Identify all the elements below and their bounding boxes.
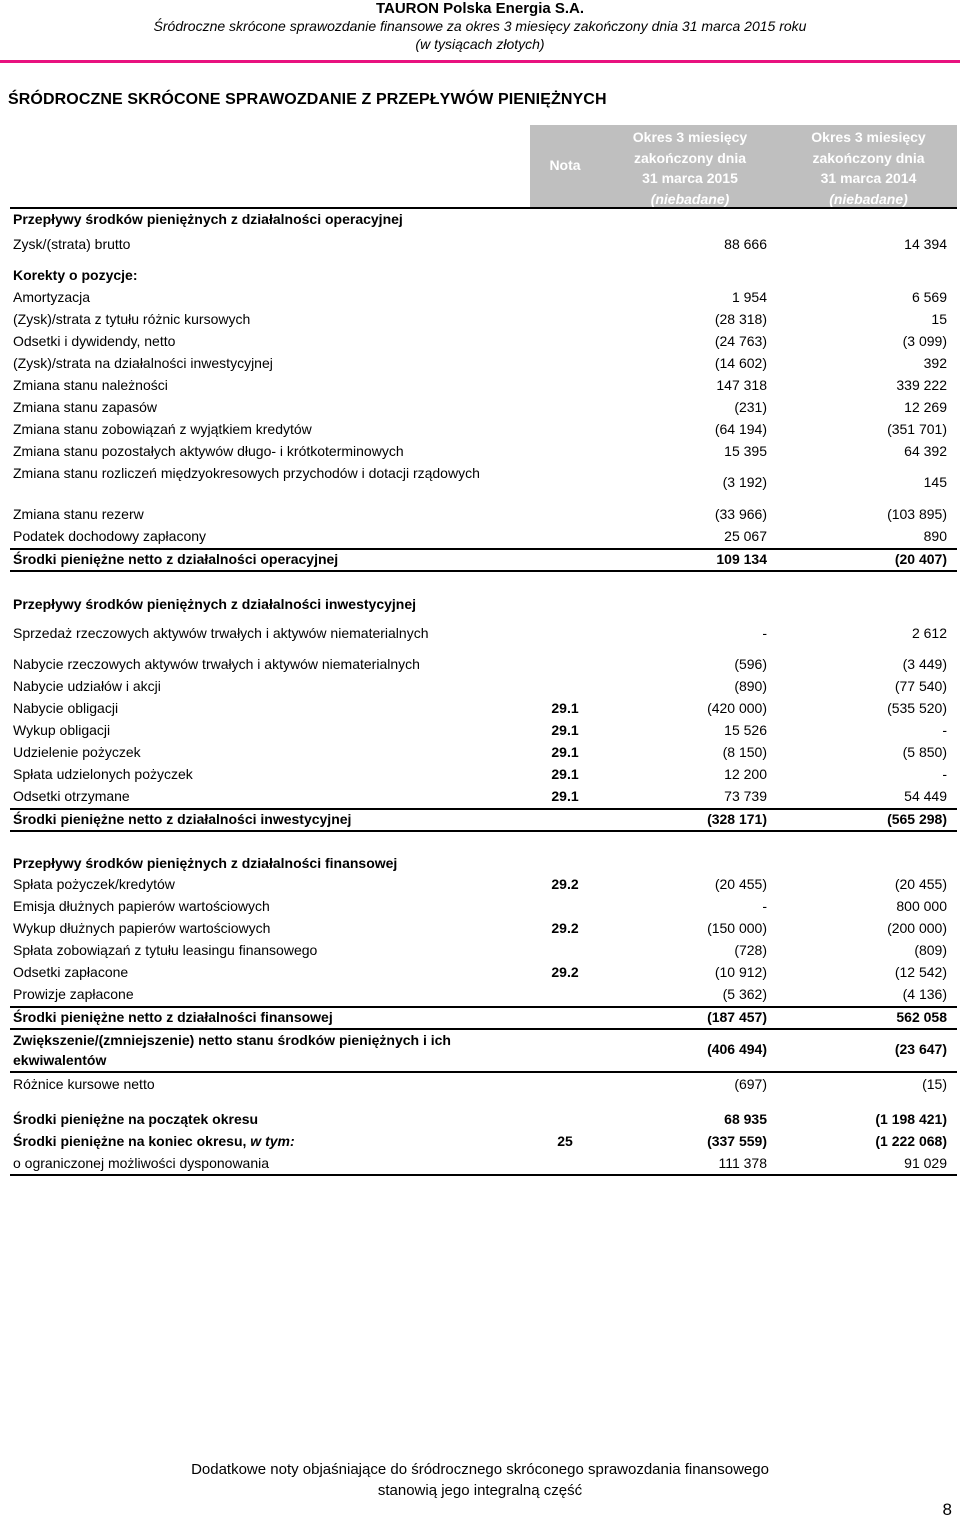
table-row: Udzielenie pożyczek 29.1 (8 150) (5 850) bbox=[13, 744, 947, 760]
page-number: 8 bbox=[942, 1500, 952, 1519]
table-row: Spłata zobowiązań z tytułu leasingu finansowego (728) (809) bbox=[13, 942, 947, 958]
column-header-2015: Okres 3 miesięcy zakończony dnia 31 marca 2015 (niebadane) bbox=[632, 129, 748, 207]
section-heading-financing: Przepływy środków pieniężnych z działalności finansowej bbox=[13, 855, 398, 871]
table-row: (Zysk)/strata z tytułu różnic kursowych (28 318) 15 bbox=[13, 311, 947, 327]
section-heading-operating: Przepływy środków pieniężnych z działalności operacyjnej bbox=[13, 211, 403, 227]
operating-adjustments-list bbox=[10, 284, 957, 462]
table-row: Wykup obligacji 29.1 15 526 - bbox=[13, 722, 947, 738]
total-row-operating: Środki pieniężne netto z działalności operacyjnej 109 134 (20 407) bbox=[10, 548, 957, 572]
table-row: Zmiana stanu zapasów (231) 12 269 bbox=[13, 399, 947, 415]
table-row: Wykup dłużnych papierów wartościowych 29.2 (150 000) (200 000) bbox=[13, 920, 947, 936]
closing-balance-row: Środki pieniężne na koniec okresu, w tym: 25 (337 559) (1 222 068) bbox=[13, 1133, 947, 1149]
footer-note-line-1: Dodatkowe noty objaśniające do śródrocznego skróconego sprawozdania finansowego bbox=[191, 1461, 769, 1478]
footer-note-line-2: stanowią jego integralną część bbox=[377, 1482, 583, 1499]
header-divider bbox=[0, 60, 960, 63]
opening-balance-row: Środki pieniężne na początek okresu 68 935 (1 198 421) bbox=[13, 1111, 947, 1127]
table-row: Spłata pożyczek/kredytów 29.2 (20 455) (20 455) bbox=[13, 876, 947, 892]
net-change-row: Zwiększenie/(zmniejszenie) netto stanu środków pieniężnych i ich ekwiwalentów (406 494) (23 647) bbox=[10, 1030, 957, 1073]
table-row: Emisja dłużnych papierów wartościowych - 800 000 bbox=[13, 898, 947, 914]
table-row: Odsetki otrzymane 29.1 73 739 54 449 bbox=[13, 788, 947, 804]
table-row: Podatek dochodowy zapłacony 25 067 890 bbox=[13, 528, 947, 544]
restricted-cash-row: o ograniczonej możliwości dysponowania 111 378 91 029 bbox=[10, 1153, 957, 1176]
column-header-2014: Okres 3 miesięcy zakończony dnia 31 marca 2014 (niebadane) bbox=[811, 129, 926, 207]
table-row: Zmiana stanu rozliczeń międzyokresowych przychodów i dotacji rządowych (3 192) 145 bbox=[13, 465, 947, 490]
table-header bbox=[10, 125, 957, 207]
table-row: Zmiana stanu pozostałych aktywów długo- i krótkoterminowych 15 395 64 392 bbox=[13, 443, 947, 459]
column-header-nota: Nota bbox=[549, 157, 581, 173]
fx-differences-row: Różnice kursowe netto (697) (15) bbox=[13, 1076, 947, 1092]
table-row: Nabycie obligacji 29.1 (420 000) (535 520) bbox=[13, 700, 947, 716]
page-title: ŚRÓDROCZNE SKRÓCONE SPRAWOZDANIE Z PRZEPŁYWÓW PIENIĘŻNYCH bbox=[8, 91, 607, 108]
company-name: TAURON Polska Energia S.A. bbox=[375, 0, 585, 17]
table-row: Nabycie rzeczowych aktywów trwałych i aktywów niematerialnych (596) (3 449) bbox=[13, 656, 947, 672]
table-row: Odsetki i dywidendy, netto (24 763) (3 099) bbox=[13, 333, 947, 349]
table-row: Prowizje zapłacone (5 362) (4 136) bbox=[13, 986, 947, 1002]
table-row: Spłata udzielonych pożyczek 29.1 12 200 - bbox=[13, 766, 947, 782]
adjustments-heading: Korekty o pozycje: bbox=[13, 267, 138, 283]
total-row-investing: Środki pieniężne netto z działalności inwestycyjnej (328 171) (565 298) bbox=[10, 808, 957, 832]
report-unit: (w tysiącach złotych) bbox=[415, 36, 545, 52]
table-row: Zmiana stanu zobowiązań z wyjątkiem kredytów (64 194) (351 701) bbox=[13, 421, 947, 437]
cash-flow-table bbox=[10, 125, 957, 1176]
table-row: Sprzedaż rzeczowych aktywów trwałych i aktywów niematerialnych - 2 612 bbox=[13, 625, 947, 641]
section-heading-investing: Przepływy środków pieniężnych z działalności inwestycyjnej bbox=[13, 596, 417, 612]
report-subtitle: Śródroczne skrócone sprawozdanie finansowe za okres 3 miesięcy zakończony dnia 31 marca 2015 roku bbox=[153, 18, 807, 34]
table-row: Zmiana stanu rezerw (33 966) (103 895) bbox=[13, 506, 947, 522]
table-row: Zmiana stanu należności 147 318 339 222 bbox=[13, 377, 947, 393]
table-row: Zysk/(strata) brutto 88 666 14 394 bbox=[13, 236, 947, 252]
table-row: Nabycie udziałów i akcji (890) (77 540) bbox=[13, 678, 947, 694]
table-row: (Zysk)/strata na działalności inwestycyjnej (14 602) 392 bbox=[13, 355, 947, 371]
table-row: Amortyzacja 1 954 6 569 bbox=[13, 289, 947, 305]
table-row: Odsetki zapłacone 29.2 (10 912) (12 542) bbox=[13, 964, 947, 980]
total-row-financing: Środki pieniężne netto z działalności finansowej (187 457) 562 058 bbox=[10, 1006, 957, 1030]
